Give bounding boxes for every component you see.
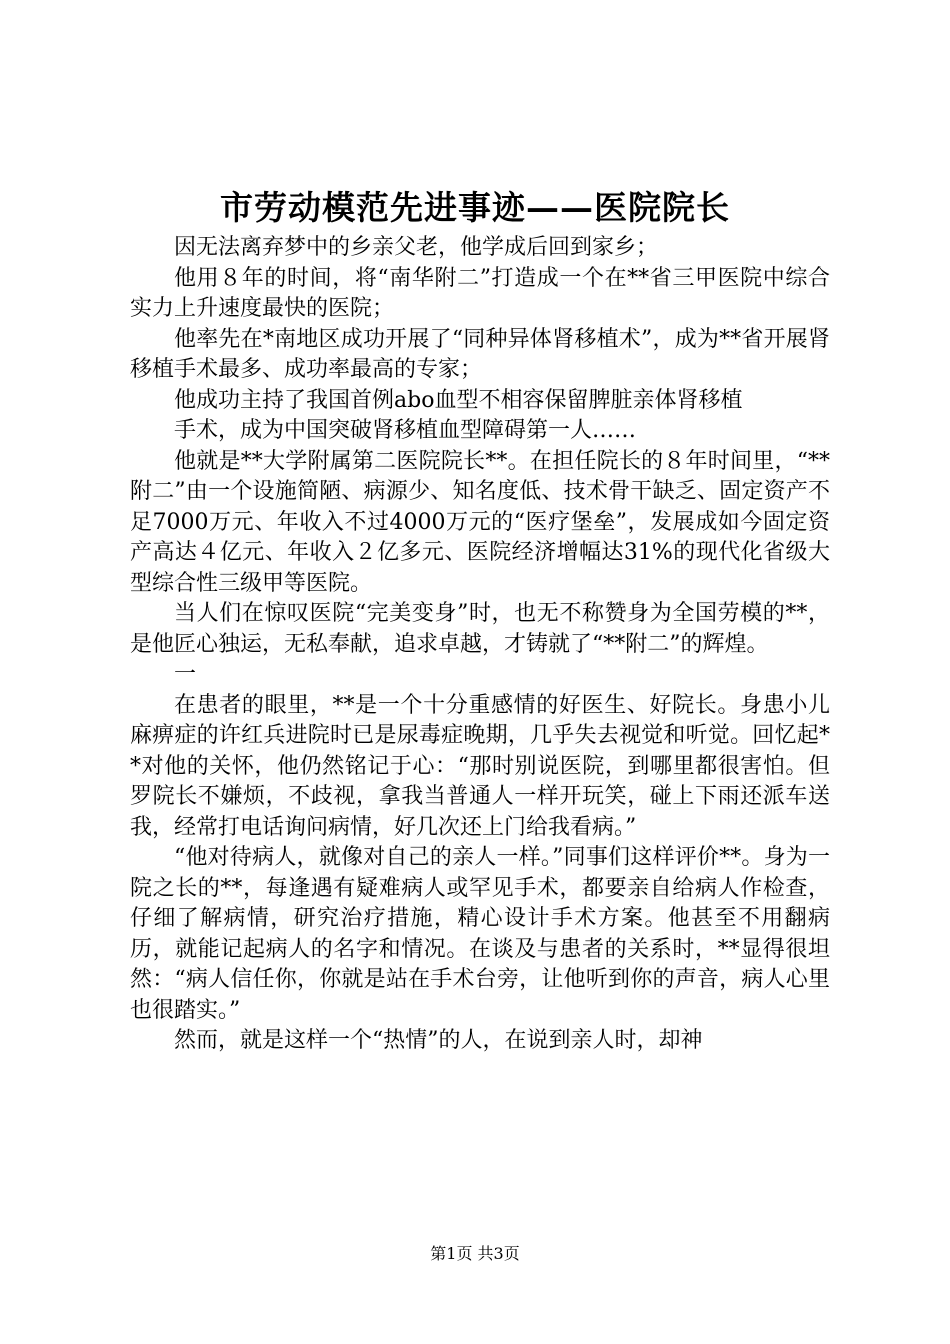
document-title: 市劳动模范先进事迹——医院院长 [220, 188, 730, 227]
paragraph: 在患者的眼里，**是一个十分重感情的好医生、好院长。身患小儿麻痹症的许红兵进院时已是尿毒症晚期，几乎失去视觉和听觉。回忆起**对他的关怀，他仍然铭记于心：“那时别说医院，到哪里都很害怕。但罗院长不嫌烦，不歧视，拿我当普通人一样开玩笑，碰上下雨还派车送我，经常打电话询问病情，好几次还上门给我看病。” [130, 692, 830, 840]
paragraph: 他率先在*南地区成功开展了“同种异体肾移植术”，成为**省开展肾移植手术最多、成功率最高的专家； [130, 326, 830, 382]
section-marker: 一 [174, 662, 197, 687]
paragraph: 因无法离弃梦中的乡亲父老，他学成后回到家乡； [174, 235, 659, 260]
paragraph: 当人们在惊叹医院“完美变身”时，也无不称赞身为全国劳模的**，是他匠心独运，无私奉献，追求卓越，才铸就了“**附二”的辉煌。 [130, 601, 830, 657]
paragraph: 手术，成为中国突破肾移植血型障碍第一人…… [174, 418, 637, 443]
paragraph: 然而，就是这样一个“热情”的人，在说到亲人时，却神 [174, 1028, 703, 1053]
paragraph: “他对待病人，就像对自己的亲人一样。”同事们这样评价**。身为一院之长的**，每逢遇有疑难病人或罕见手术，都要亲自给病人作检查，仔细了解病情，研究治疗措施，精心设计手术方案。他甚至不用翻病历，就能记起病人的名字和情况。在谈及与患者的关系时，**显得很坦然：“病人信任你，你就是站在手术台旁，让他听到你的声音，病人心里也很踏实。” [130, 845, 830, 1023]
paragraph: 他成功主持了我国首例abo血型不相容保留脾脏亲体肾移植 [174, 387, 743, 413]
paragraph: 他就是**大学附属第二医院院长**。在担任院长的８年时间里，“**附二”由一个设施简陋、病源少、知名度低、技术骨干缺乏、固定资产不足7000万元、年收入不过4000万元的“医疗堡垒”，发展成如今固定资产高达４亿元、年收入２亿多元、医院经济增幅达31%的现代化省级大型综合性三级甲等医院。 [130, 448, 830, 596]
document-body [130, 233, 830, 1057]
page-footer: 第1页 共3页 [430, 1244, 520, 1263]
paragraph: 他用８年的时间，将“南华附二”打造成一个在**省三甲医院中综合实力上升速度最快的医院； [130, 265, 830, 321]
